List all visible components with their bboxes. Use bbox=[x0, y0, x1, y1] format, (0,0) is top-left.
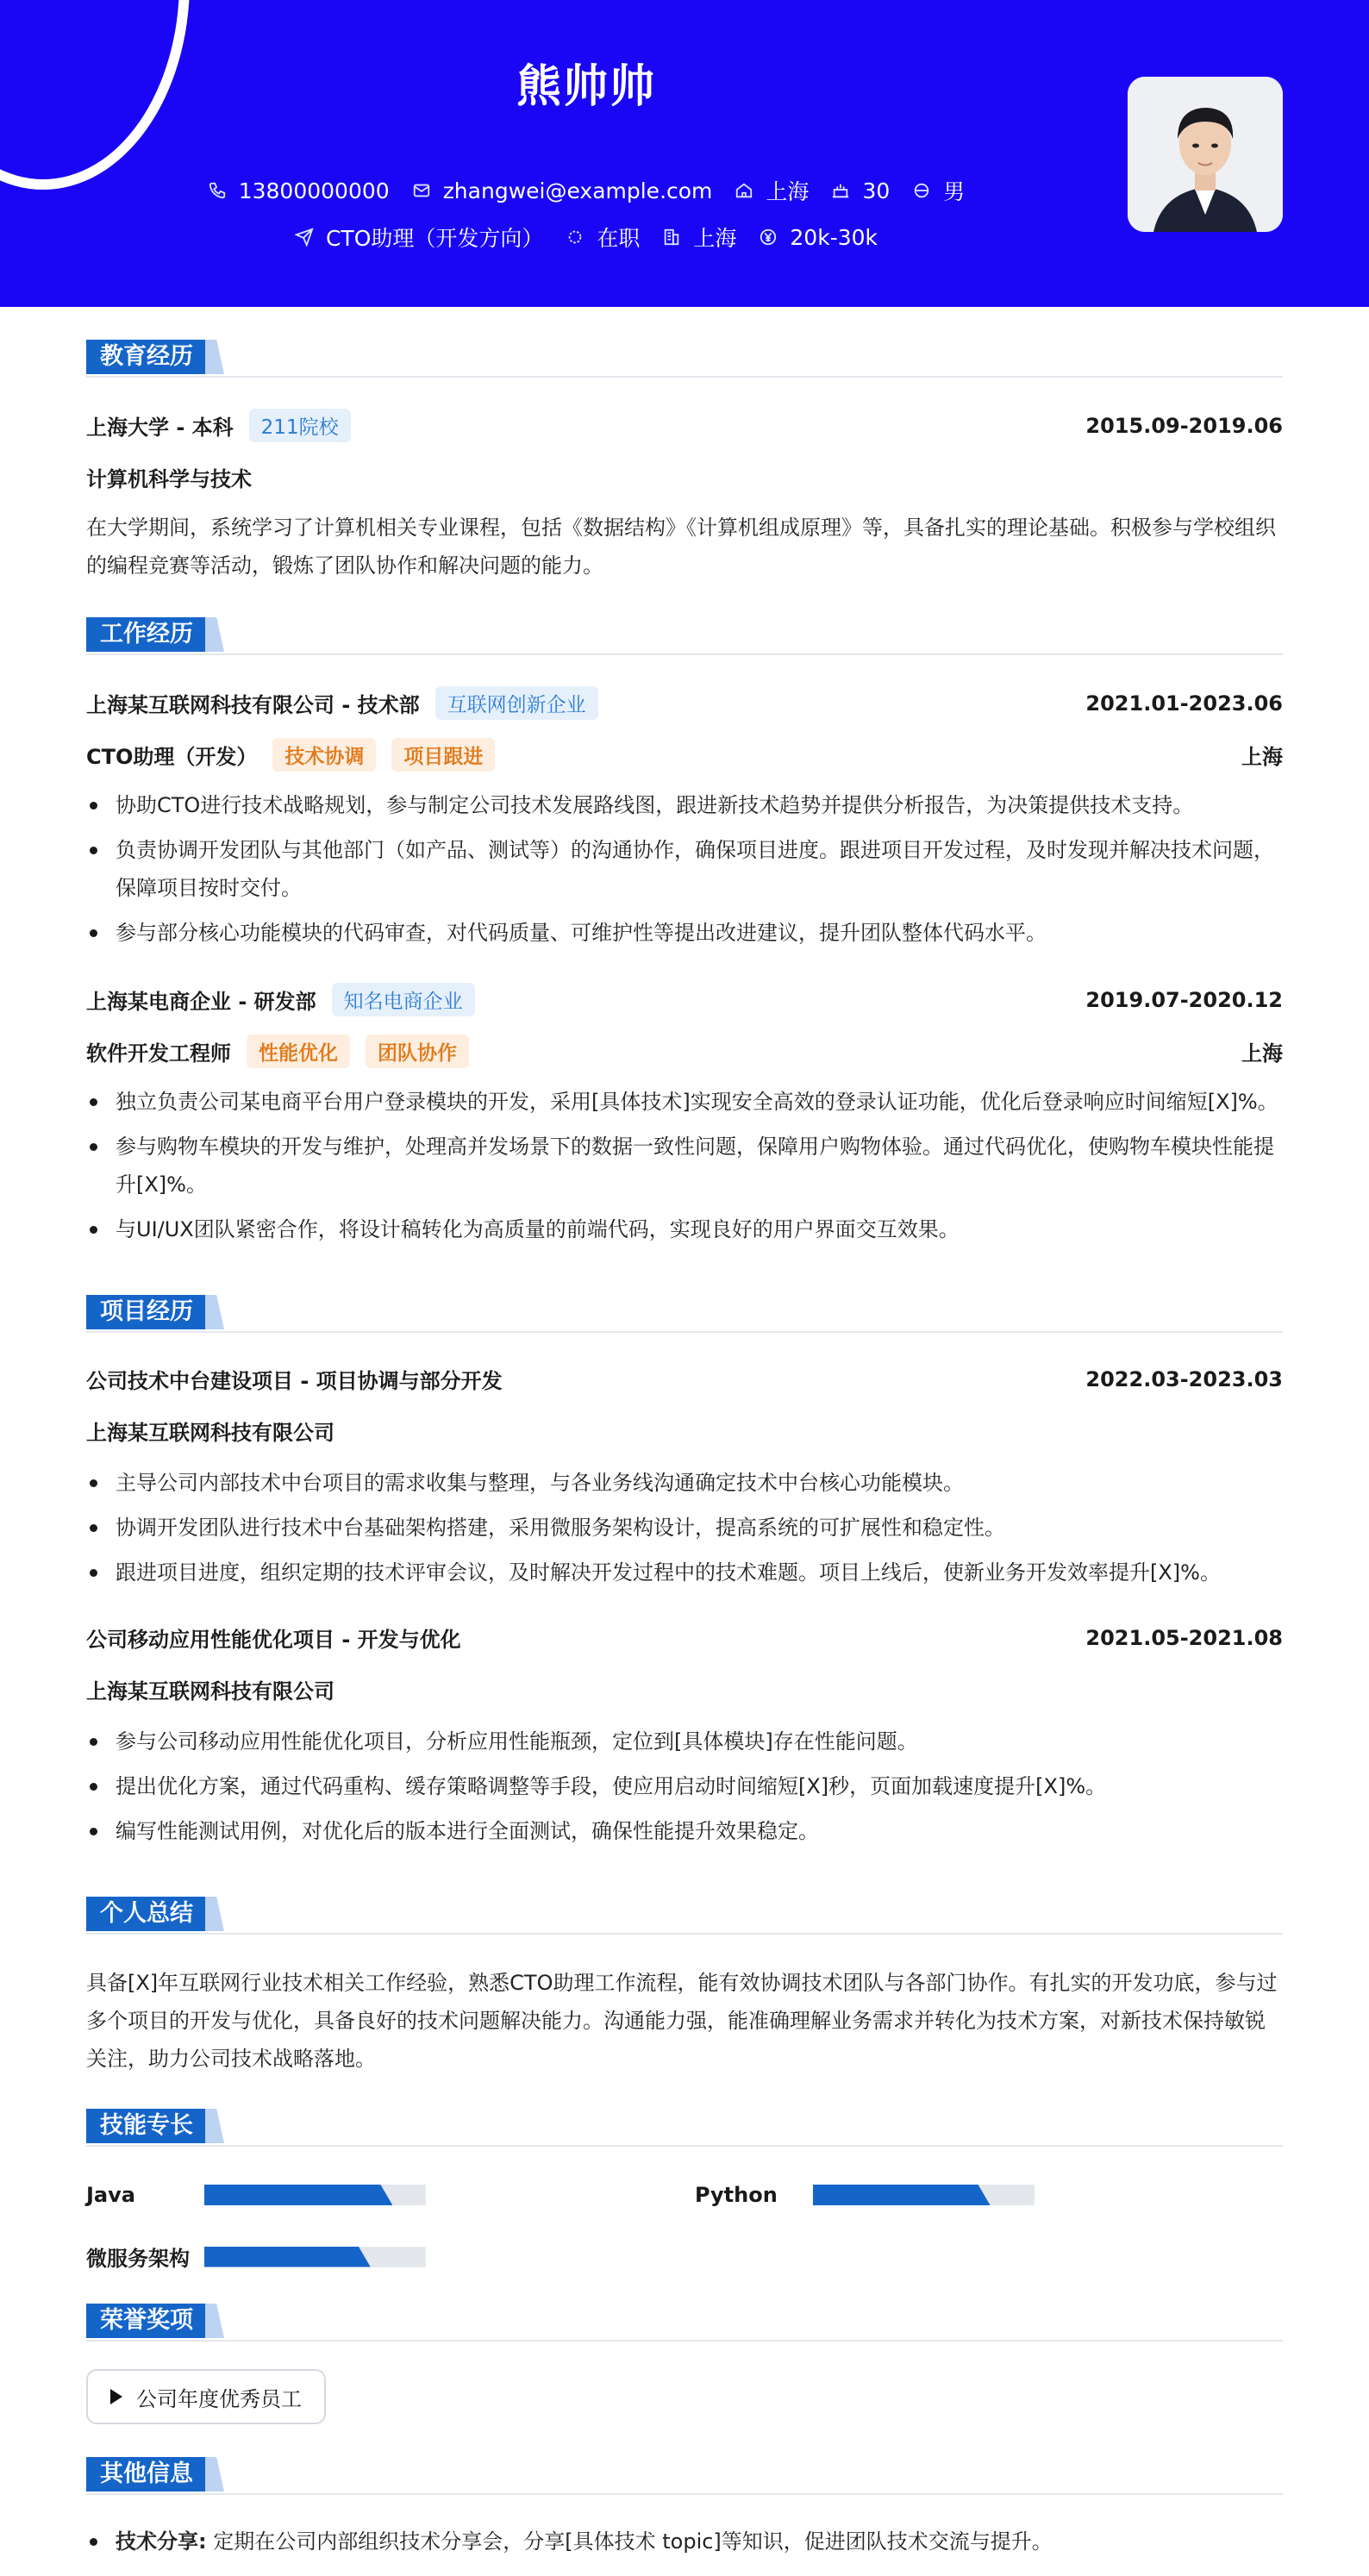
section-summary-title bbox=[86, 1897, 224, 1931]
list-item: 参与购物车模块的开发与维护，处理高并发场景下的数据一致性问题，保障用户购物体验。通过代码优化，使购物车模块性能提升[X]%。 bbox=[86, 1128, 1283, 1204]
skill-name: Java bbox=[86, 2183, 135, 2207]
job-intent-row bbox=[0, 222, 1172, 253]
city-item bbox=[735, 175, 809, 206]
contact-row bbox=[0, 175, 1172, 206]
list-item: 独立负责公司某电商平台用户登录模块的开发，采用[具体技术]实现安全高效的登录认证功能，优化后登录响应时间缩短[X]%。 bbox=[86, 1083, 1283, 1121]
divider bbox=[86, 2340, 1283, 2342]
major-row bbox=[86, 462, 1283, 492]
education-date: 2015.09-2019.06 bbox=[1085, 413, 1283, 438]
home-icon bbox=[735, 181, 753, 200]
project-name: 公司移动应用性能优化项目 - 开发与优化 bbox=[86, 1628, 461, 1652]
list-item: 参与部分核心功能模块的代码审查，对代码质量、可维护性等提出改进建议，提升团队整体代码水平。 bbox=[86, 914, 1283, 952]
work-company: 上海某互联网科技有限公司 - 技术部 bbox=[86, 693, 420, 717]
target-city-text: 上海 bbox=[693, 226, 737, 251]
work-role: CTO助理（开发） bbox=[86, 745, 258, 769]
divider bbox=[86, 1933, 1283, 1935]
list-item: 提出优化方案，通过代码重构、缓存策略调整等手段，使应用启动时间缩短[X]秒，页面加载速度提升[X]%。 bbox=[86, 1767, 1283, 1805]
gender-item bbox=[912, 175, 965, 206]
section-label: 教育经历 bbox=[86, 340, 207, 374]
project-1-company-row bbox=[86, 1416, 1283, 1446]
work-city: 上海 bbox=[1241, 745, 1283, 769]
status-icon bbox=[566, 228, 584, 247]
gender-text: 男 bbox=[943, 179, 966, 204]
summary-text: 具备[X]年互联网行业技术相关工作经验，熟悉CTO助理工作流程，能有效协调技术团队与各部门协作。有扎实的开发功底，参与过多个项目的开发与优化，具备良好的技术问题解决能力。沟通能力强，能准确理解业务需求并转化为技术方案，对新技术保持敏锐关注，助力公司技术战略落地。 bbox=[86, 1971, 1278, 2071]
skill-fill bbox=[204, 2185, 392, 2205]
skill-bar bbox=[204, 2247, 426, 2267]
resume-header bbox=[0, 0, 1369, 307]
target-city-item bbox=[662, 222, 736, 253]
phone-icon bbox=[208, 181, 227, 200]
divider bbox=[86, 376, 1283, 378]
work-2-bullets bbox=[86, 1083, 1283, 1255]
work-date: 2021.01-2023.06 bbox=[1085, 691, 1283, 716]
project-company: 上海某互联网科技有限公司 bbox=[86, 1421, 334, 1445]
divider bbox=[86, 2145, 1283, 2147]
section-work-title bbox=[86, 617, 224, 652]
school-name: 上海大学 - 本科 bbox=[86, 416, 234, 440]
salary-item bbox=[759, 225, 878, 250]
city-text: 上海 bbox=[766, 179, 810, 204]
skill-name: 微服务架构 bbox=[86, 2247, 190, 2271]
education-header bbox=[86, 409, 1283, 442]
project-2-header bbox=[86, 1623, 1283, 1653]
list-item: 跟进项目进度，组织定期的技术评审会议，及时解决开发过程中的技术难题。项目上线后，使新业务开发效率提升[X]%。 bbox=[86, 1554, 1283, 1591]
skill-tag: 项目跟进 bbox=[391, 738, 495, 772]
list-item: 主导公司内部技术中台项目的需求收集与整理，与各业务线沟通确定技术中台核心功能模块。 bbox=[86, 1464, 1283, 1502]
skill-tag: 性能优化 bbox=[247, 1035, 350, 1068]
project-1-bullets bbox=[86, 1464, 1283, 1598]
skill-fill bbox=[204, 2247, 371, 2267]
building-icon bbox=[662, 228, 681, 247]
skill-name: Python bbox=[695, 2183, 778, 2207]
skill-microservices bbox=[86, 2241, 426, 2272]
list-item: 协调开发团队进行技术中台基础架构搭建，采用微服务架构设计，提高系统的可扩展性和稳定性。 bbox=[86, 1509, 1283, 1547]
status-text: 在职 bbox=[597, 226, 641, 251]
work-1-header bbox=[86, 686, 1283, 720]
list-item bbox=[86, 2523, 1283, 2560]
company-tag: 知名电商企业 bbox=[332, 983, 475, 1016]
candidate-name: 熊帅帅 bbox=[516, 61, 656, 113]
section-other-title bbox=[86, 2457, 224, 2492]
section-education-title bbox=[86, 340, 224, 374]
age-item bbox=[831, 178, 890, 203]
gender-icon bbox=[912, 181, 931, 200]
award-name: 公司年度优秀员工 bbox=[136, 2386, 302, 2411]
skill-fill bbox=[813, 2185, 991, 2205]
skill-tag: 团队协作 bbox=[366, 1035, 469, 1068]
section-label: 个人总结 bbox=[86, 1897, 207, 1931]
position-item bbox=[295, 222, 543, 253]
list-item: 编写性能测试用例，对优化后的版本进行全面测试，确保性能提升效果稳定。 bbox=[86, 1812, 1283, 1850]
skill-bar bbox=[813, 2185, 1035, 2205]
other-text: 定期在公司内部组织技术分享会，分享[具体技术 topic]等知识，促进团队技术交流与提升。 bbox=[213, 2529, 1053, 2554]
play-icon bbox=[110, 2389, 122, 2404]
section-label: 项目经历 bbox=[86, 1295, 207, 1329]
project-2-bullets bbox=[86, 1723, 1283, 1857]
cake-icon bbox=[831, 181, 850, 200]
send-icon bbox=[295, 228, 314, 247]
project-name: 公司技术中台建设项目 - 项目协调与部分开发 bbox=[86, 1369, 503, 1393]
award-item bbox=[86, 2369, 326, 2424]
major-name: 计算机科学与技术 bbox=[86, 467, 252, 491]
section-skills-title bbox=[86, 2109, 224, 2143]
divider bbox=[86, 2493, 1283, 2495]
section-label: 技能专长 bbox=[86, 2109, 207, 2143]
section-honors-title bbox=[86, 2304, 224, 2338]
list-item: 参与公司移动应用性能优化项目，分析应用性能瓶颈，定位到[具体模块]存在性能问题。 bbox=[86, 1723, 1283, 1760]
section-projects-title bbox=[86, 1295, 224, 1329]
work-date: 2019.07-2020.12 bbox=[1085, 987, 1283, 1012]
project-2-company-row bbox=[86, 1674, 1283, 1704]
skill-python bbox=[695, 2183, 1035, 2207]
email-text: zhangwei@example.com bbox=[442, 178, 713, 203]
status-item bbox=[566, 222, 640, 253]
work-2-role-row bbox=[86, 1035, 1283, 1068]
work-city: 上海 bbox=[1241, 1041, 1283, 1066]
salary-text: 20k-30k bbox=[790, 224, 878, 250]
skill-bar bbox=[204, 2185, 426, 2205]
project-date: 2021.05-2021.08 bbox=[1085, 1625, 1283, 1650]
other-label: 技术分享: bbox=[116, 2529, 207, 2554]
project-1-header bbox=[86, 1364, 1283, 1394]
divider bbox=[86, 1331, 1283, 1333]
work-company: 上海某电商企业 - 研发部 bbox=[86, 990, 316, 1014]
avatar-photo bbox=[1128, 77, 1283, 232]
phone-item bbox=[208, 178, 390, 203]
position-text: CTO助理（开发方向） bbox=[325, 226, 544, 251]
work-role: 软件开发工程师 bbox=[86, 1041, 231, 1066]
list-item: 与UI/UX团队紧密合作，将设计稿转化为高质量的前端代码，实现良好的用户界面交互效果。 bbox=[86, 1210, 1283, 1248]
school-tag: 211院校 bbox=[249, 409, 351, 442]
skill-tag: 技术协调 bbox=[272, 738, 376, 772]
list-item: 协助CTO进行技术战略规划，参与制定公司技术发展路线图，跟进新技术趋势并提供分析报告，为决策提供技术支持。 bbox=[86, 786, 1283, 824]
yen-icon bbox=[759, 228, 778, 247]
company-tag: 互联网创新企业 bbox=[435, 686, 598, 720]
phone-text: 13800000000 bbox=[238, 178, 390, 203]
work-2-header bbox=[86, 983, 1283, 1016]
age-text: 30 bbox=[862, 178, 891, 203]
project-date: 2022.03-2023.03 bbox=[1085, 1366, 1283, 1391]
other-bullets bbox=[86, 2523, 1283, 2567]
section-label: 其他信息 bbox=[86, 2457, 207, 2492]
skill-java bbox=[86, 2183, 426, 2207]
work-1-role-row bbox=[86, 738, 1283, 772]
divider bbox=[86, 653, 1283, 655]
section-label: 工作经历 bbox=[86, 617, 207, 652]
section-label: 荣誉奖项 bbox=[86, 2304, 207, 2338]
mail-icon bbox=[412, 181, 431, 200]
work-1-bullets bbox=[86, 786, 1283, 959]
email-item bbox=[412, 178, 713, 203]
list-item: 负责协调开发团队与其他部门（如产品、测试等）的沟通协作，确保项目进度。跟进项目开发过程，及时发现并解决技术问题，保障项目按时交付。 bbox=[86, 831, 1283, 907]
project-company: 上海某互联网科技有限公司 bbox=[86, 1679, 334, 1704]
education-description: 在大学期间，系统学习了计算机相关专业课程，包括《数据结构》《计算机组成原理》等，具备扎实的理论基础。积极参与学校组织的编程竞赛等活动，锻炼了团队协作和解决问题的能力。 bbox=[86, 516, 1276, 578]
